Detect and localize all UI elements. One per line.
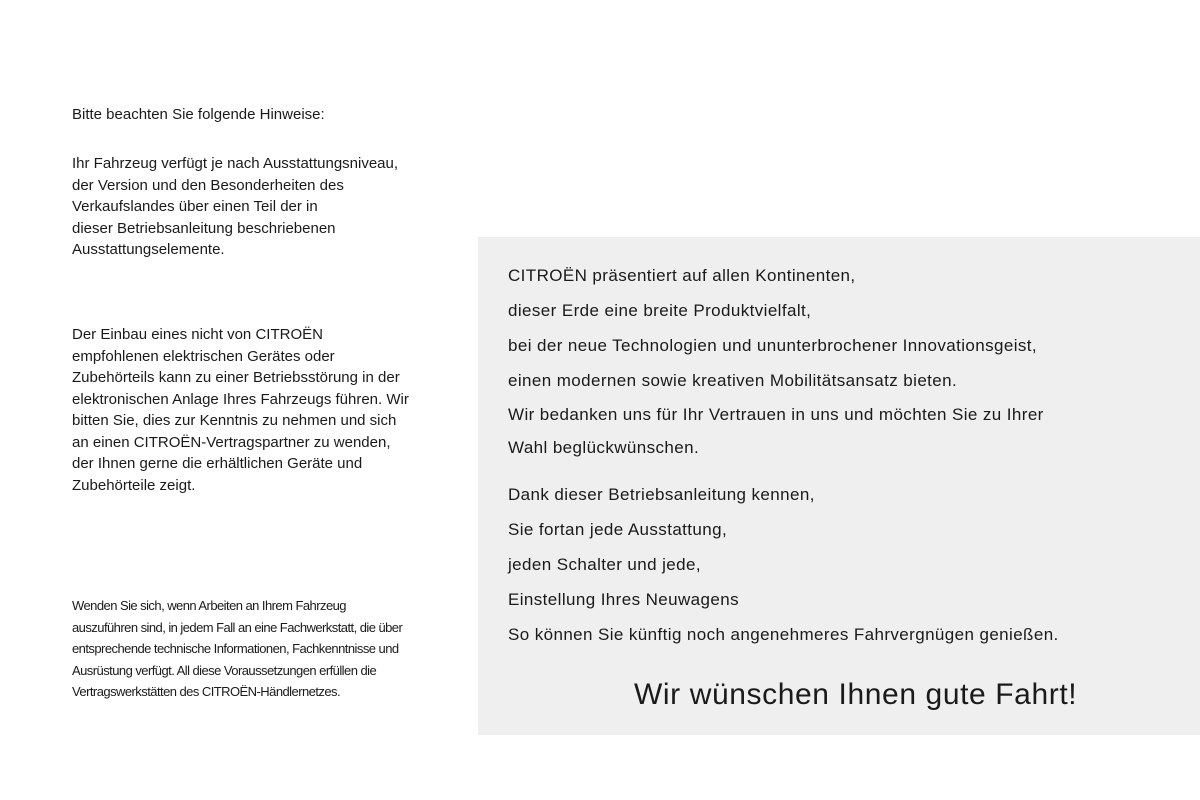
guide-line: Einstellung Ihres Neuwagens xyxy=(508,590,739,609)
workshop-note-line: Ausrüstung verfügt. All diese Voraussetzungen erfüllen die xyxy=(72,662,377,678)
welcome-intro-line: bei der neue Technologien und ununterbrochener Innovationsgeist, xyxy=(508,336,1038,355)
accessory-warning-line: an einen CITROËN-Vertragspartner zu wenden, xyxy=(72,433,391,451)
equipment-note-line: Verkaufslandes über einen Teil der in xyxy=(72,198,318,215)
accessory-warning-line: empfohlenen elektrischen Gerätes oder xyxy=(72,347,335,365)
accessory-warning xyxy=(72,324,450,496)
equipment-note-line: Ihr Fahrzeug verfügt je nach Ausstattungsniveau, xyxy=(72,155,399,172)
workshop-note-line: Wenden Sie sich, wenn Arbeiten an Ihrem Fahrzeug xyxy=(72,598,346,613)
accessory-warning-line: Der Einbau eines nicht von CITROËN xyxy=(72,326,323,343)
accessory-warning-line: bitten Sie, dies zur Kenntnis zu nehmen und sich xyxy=(72,412,397,429)
workshop-note xyxy=(72,595,452,703)
welcome-intro-line: dieser Erde eine breite Produktvielfalt, xyxy=(508,301,812,320)
welcome-intro-line: Wahl beglückwünschen. xyxy=(508,438,700,457)
equipment-note-line: Ausstattungselemente. xyxy=(72,241,225,258)
workshop-note-line: auszuführen sind, in jedem Fall an eine Fachwerkstatt, die über xyxy=(72,619,403,635)
workshop-note-line: entsprechende technische Informationen, Fachkenntnisse und xyxy=(72,641,399,656)
guide-line: So können Sie künftig noch angenehmeres Fahrvergnügen genießen. xyxy=(508,625,1059,644)
guide-line: Sie fortan jede Ausstattung, xyxy=(508,520,728,539)
equipment-note-line: dieser Betriebsanleitung beschriebenen xyxy=(72,219,336,237)
equipment-note xyxy=(72,153,450,261)
equipment-note-line: der Version und den Besonderheiten des xyxy=(72,176,344,194)
welcome-panel xyxy=(478,237,1200,735)
accessory-warning-line: Zubehörteile zeigt. xyxy=(72,476,196,494)
workshop-note-line: Vertragswerkstätten des CITROËN-Händlernetzes. xyxy=(72,684,341,699)
welcome-intro-line: Wir bedanken uns für Ihr Vertrauen in uns und möchten Sie zu Ihrer xyxy=(508,405,1044,424)
closing-greeting: Wir wünschen Ihnen gute Fahrt! xyxy=(634,678,1078,711)
welcome-intro-line: einen modernen sowie kreativen Mobilitätsansatz bieten. xyxy=(508,371,958,390)
notes-heading: Bitte beachten Sie folgende Hinweise: xyxy=(72,106,325,123)
accessory-warning-line: Zubehörteils kann zu einer Betriebsstörung in der xyxy=(72,369,400,386)
guide-line: Dank dieser Betriebsanleitung kennen, xyxy=(508,485,815,504)
accessory-warning-line: der Ihnen gerne die erhältlichen Geräte und xyxy=(72,455,363,472)
guide-line: jeden Schalter und jede, xyxy=(508,555,701,574)
welcome-intro-line: CITROËN präsentiert auf allen Kontinenten, xyxy=(508,266,856,285)
accessory-warning-line: elektronischen Anlage Ihres Fahrzeugs führen. Wir xyxy=(72,390,409,408)
